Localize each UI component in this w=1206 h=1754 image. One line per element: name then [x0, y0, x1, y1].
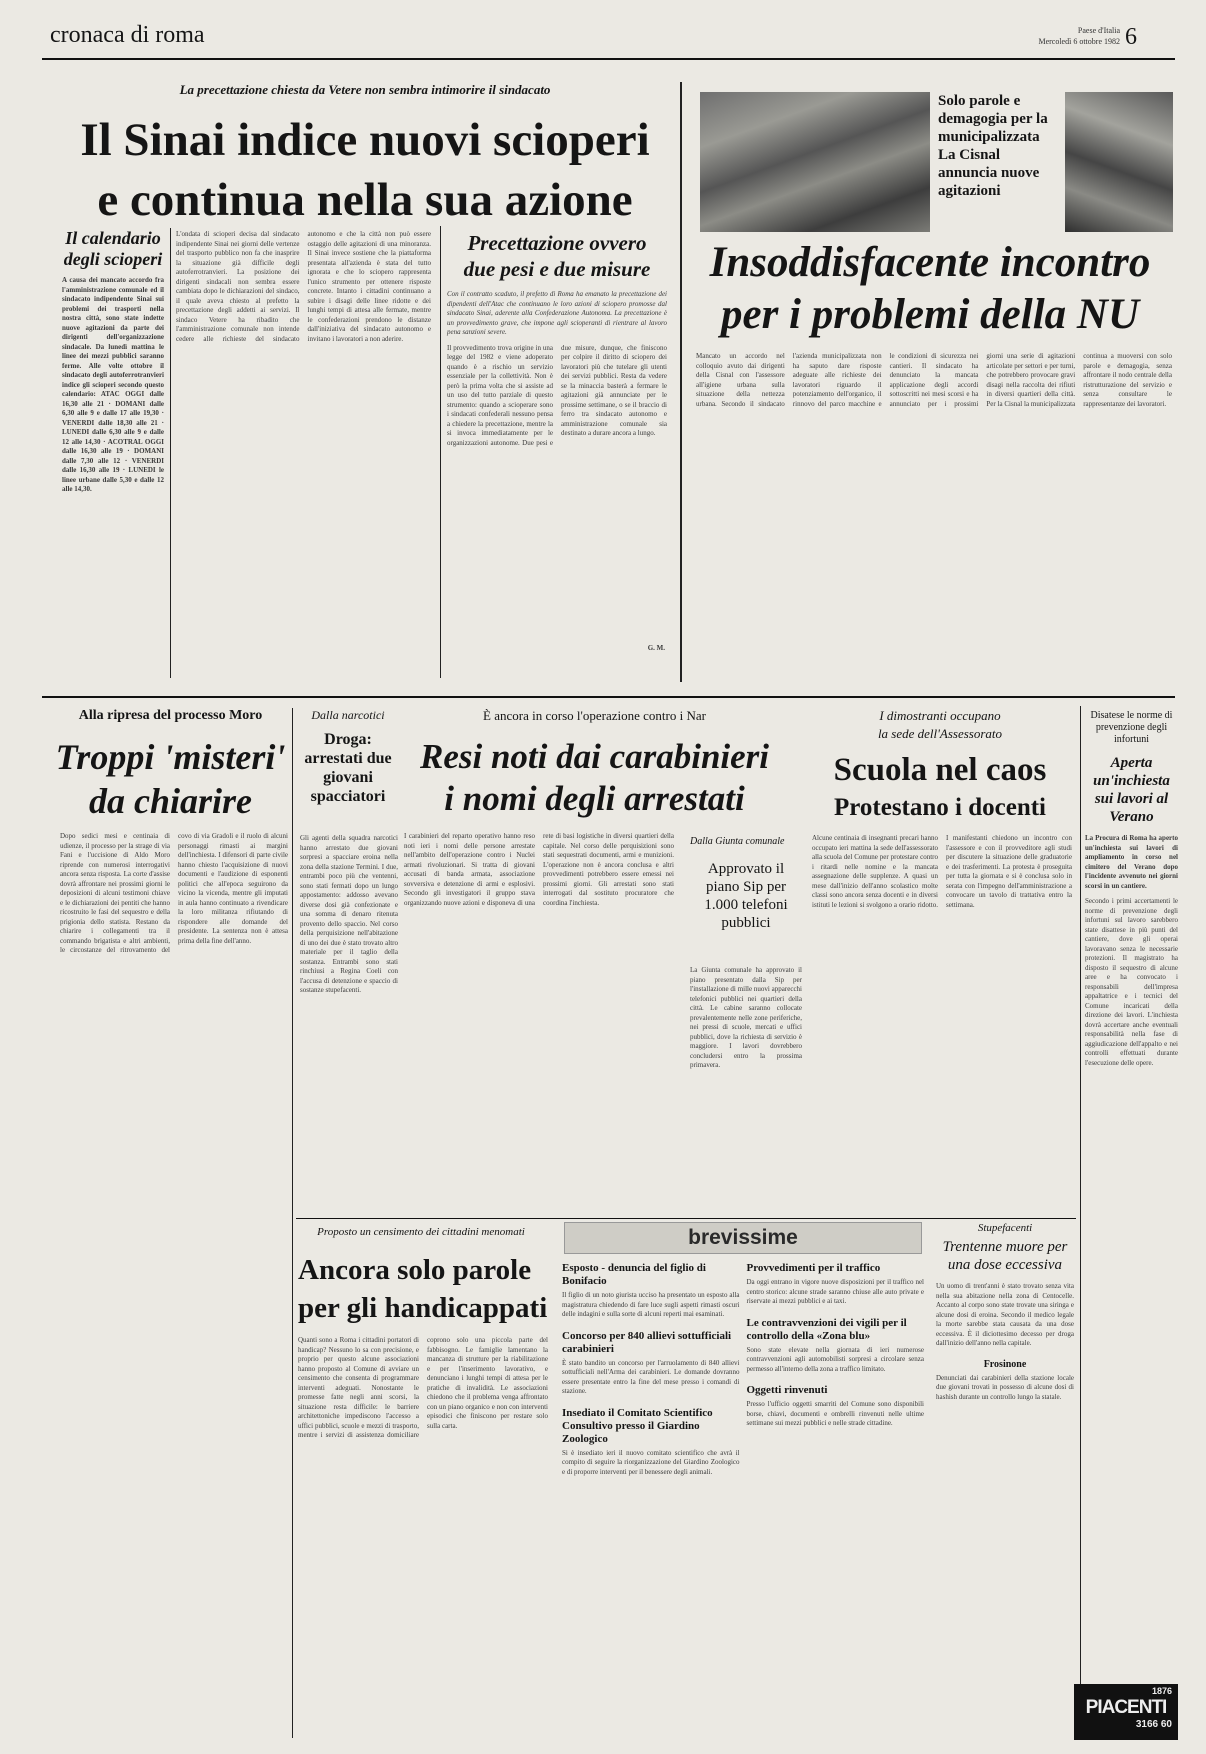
frosinone-title: Frosinone — [983, 1358, 1027, 1370]
paper-name: Paese d'Italia — [1077, 26, 1120, 35]
scuola-headline-1: Scuola nel caos — [833, 752, 1047, 788]
moro-kicker: Alla ripresa del processo Moro — [78, 708, 263, 723]
droga-kicker: Dalla narcotici — [311, 708, 385, 722]
handicap-headline-2: per gli handicappati — [298, 1292, 548, 1324]
sinai-body-text: L'ondata di scioperi decisa dal sindacato indipendente Sinai nei giorni delle vertenze del trasporto pubblico non fa che inasprire la situazione già difficile degli autoferrotranvieri. La posizione dei dirigenti sindacali non sembra essere cambiata dopo le dichiarazioni del sindaco, il quale aveva chiesto al prefetto la precettazione degli addetti ai servizi. Il sindaco Vetere ha ribadito che l'amministrazione comunale non intende cedere alle richieste del sindacato autonomo e che la città non può essere ostaggio delle agitazioni di una minoranza. Il Sinai invece sostiene che la piattaforma presentata all'azienda è stata del tutto ignorata e che lo sciopero rappresenta l'unico strumento per ottenere risposte concrete. Intanto i cittadini continuano a subire i disagi delle linee ridotte e dei lunghi tempi di attesa alle fermate, mentre le confederazioni prendono le distanze dall'iniziativa del sindacato autonomo e invitano i lavoratori a non aderire. — [176, 230, 431, 343]
verano-headline: Aperta un'inchiesta sui lavori al Verano — [1093, 755, 1170, 825]
precettazione-lead: Con il contratto scaduto, il prefetto di Roma ha emanato la precettazione dei dipendenti dell'Atac che continuano le loro azioni di sciopero promosse dal sindacato Sinai, aderente alla Confederazione Autonoma. La precettazione è un provvedimento grave, che impone agli scioperanti di rientrare al lavoro pena sanzioni severe. — [447, 290, 667, 336]
brevissima-body: Si è insediato ieri il nuovo comitato scientifico che avrà il compito di seguire la riorganizzazione del Giardino Zoologico e di proporre interventi per il benessere degli animali. — [562, 1448, 740, 1476]
brevissima-title: Le contravvenzioni dei vigili per il controllo della «Zona blu» — [746, 1316, 907, 1342]
precettazione-headline-1: Precettazione ovvero — [467, 231, 647, 255]
brevissime-col-right — [747, 1262, 925, 1477]
section-title: cronaca di roma — [50, 22, 205, 48]
sinai-body — [176, 230, 431, 680]
verano-body: Secondo i primi accertamenti le norme di prevenzione degli infortuni sul lavoro sarebbero state disattese in più punti del cantiere, dove gli operai lavoravano senza le necessarie protezioni. Il magistrato ha disposto il sequestro di alcune aree e ha convocato i responsabili dell'impresa appaltatrice e i tecnici del Comune incaricati della direzione dei lavori. L'inchiesta dovrà accertare anche eventuali responsabilità nella fase di aggiudicazione dell'appalto e nei controlli effettuati durante l'esecuzione delle opere. — [1085, 897, 1178, 1067]
brevissima-title: Concorso per 840 allievi sottufficiali carabinieri — [562, 1329, 732, 1355]
brevissima-title: Esposto - denuncia del figlio di Bonifacio — [562, 1262, 706, 1287]
header-rule — [42, 58, 1175, 60]
brevissima-title: Insediato il Comitato Scientifico Consultivo presso il Giardino Zoologico — [562, 1406, 713, 1445]
nar-kicker: È ancora in corso l'operazione contro i Nar — [483, 708, 706, 723]
lower-rule — [296, 1218, 1076, 1219]
brevissime-box — [558, 1222, 928, 1738]
calendar-divider — [170, 228, 171, 678]
moro-divider — [292, 708, 293, 1738]
top-column-divider — [680, 82, 682, 682]
stupefacenti-headline: Trentenne muore per una dose eccessiva — [942, 1239, 1068, 1273]
precettazione-signature: G. M. — [647, 643, 665, 652]
precettazione-headline-2: due pesi e due misure — [463, 257, 651, 281]
calendar-body: A causa dei mancato accordo fra l'amministrazione comunale ed il sindacato indipendente Sinai sui problemi dei trasporti nella nostra città, sono state indette nuove agitazioni da parte dei dirigenti dell'organizzazione sindacale. Da lunedì mattina le linee dei mezzi pubblici saranno ferme. Alle volte ottobre il sindacato degli autoferrotranvieri indice gli scioperi secondo questo calendario: ATAC OGGI dalle 16,30 alle 21 · DOMANI dalle 6,30 alle 9 e dalle 17 alle 19,30 · VENERDI dalle 18,30 alle 21 · LUNEDI dalle 6,30 alle 9 e dalle 12 alle 14,30 · ACOTRAL OGGI dalle 16,30 alle 19 · DOMANI dalle 7,30 alle 12 · VENERDI dalle 16,30 alle 19 · LUNEDI le linee urbane dalle 5,30 e dalle 12 alle 14,30. — [62, 276, 164, 493]
moro-headline-1: Troppi 'misteri' — [55, 737, 286, 777]
nu-body — [696, 352, 1172, 680]
nar-body — [404, 832, 674, 1244]
nu-body-text: Mancato un accordo nel colloquio avuto dai dirigenti della Cisnal con l'assessore all'igiene urbana sulla situazione della nettezza urbana. Secondo il sindacato l'azienda municipalizzata non ha saputo dare risposte adeguate alle richieste dei lavoratori riguardo il potenziamento dell'organico, il rinnovo del parco macchine e le condizioni di sicurezza nei cantieri. Il sindacato ha denunciato la mancata applicazione degli accordi sottoscritti nei mesi scorsi e ha annunciato per i prossimi giorni una serie di agitazioni articolate per settori e per turni, che potrebbero provocare gravi disagi nella raccolta dei rifiuti in diversi quartieri della città. Per la Cisnal la municipalizzata continua a muoversi con solo parole e demagogia, senza affrontare il nodo centrale della ristrutturazione del servizio e senza consultare le rappresentanze dei lavoratori. — [696, 352, 1172, 408]
sip-body: La Giunta comunale ha approvato il piano presentato dalla Sip per l'installazione di mille nuovi apparecchi telefonici pubblici nei quartieri della città. Le cabine saranno collocate prevalentemente nelle zone periferiche, nei pressi di scuole, mercati e uffici pubblici, dove la richiesta di servizio è maggiore. I lavori dovrebbero concludersi entro la prossima primavera. — [690, 966, 802, 1069]
brevissime-col-left — [562, 1262, 740, 1477]
issue-date: Mercoledì 6 ottobre 1982 — [1038, 37, 1120, 46]
sip-headline: Approvato il piano Sip per 1.000 telefoni pubblici — [704, 861, 788, 931]
calendar-title-1: Il calendario — [65, 228, 161, 248]
verano-lead: La Procura di Roma ha aperto un'inchiesta sui lavori di ampliamento in corso nel cimitero del Verano dopo l'incidente avvenuto nei giorni scorsi in un cantiere. — [1085, 834, 1178, 890]
brevissima-body: Sono state elevate nella giornata di ieri numerose contravvenzioni agli automobilisti sorpresi a circolare senza permesso all'interno della zona a traffico limitato. — [746, 1345, 924, 1373]
piacenti-ad — [1074, 1684, 1178, 1740]
nar-headline-1: Resi noti dai carabinieri — [419, 737, 770, 776]
garbage-photo — [700, 92, 930, 232]
street-photo — [1065, 92, 1173, 232]
brevissima-title: Provvedimenti per il traffico — [746, 1262, 881, 1274]
brevissima-body: È stato bandito un concorso per l'arruolamento di 840 allievi sottufficiali nell'Arma dei carabinieri. Le domande dovranno essere presentate entro la fine del mese presso i comandi di stazione. — [562, 1358, 740, 1395]
stupefacenti-kicker: Stupefacenti — [977, 1222, 1033, 1234]
brevissima-body: Il figlio di un noto giurista ucciso ha presentato un esposto alla magistratura chiedendo di fare luce sugli aspetti rimasti oscuri delle indagini e sulla sorte di alcuni reperti mai esaminati. — [562, 1291, 740, 1318]
stupefacenti-box — [936, 1222, 1074, 1622]
page-number: 6 — [1125, 24, 1137, 50]
handicap-body-text: Quanti sono a Roma i cittadini portatori di handicap? Nessuno lo sa con precisione, e proprio per questo alcune associazioni hanno proposto al Comune di avviare un censimento che consenta di programmare interventi adeguati. Nonostante le promesse fatte negli anni scorsi, la situazione resta difficile: le barriere architettoniche impediscono l'accesso a uffici pubblici, scuole e mezzi di trasporto, mentre i servizi di assistenza domiciliare coprono solo una piccola parte del fabbisogno. Le famiglie lamentano la mancanza di strutture per la riabilitazione e per l'inserimento lavorativo, e denunciano i lunghi tempi di attesa per le pratiche di invalidità. Le associazioni chiedono che il problema venga affrontato con un piano organico e non con interventi episodici che finiscono per restare solo sulla carta. — [298, 1336, 548, 1439]
sinai-headline-1: Il Sinai indice nuovi scioperi — [80, 114, 650, 166]
sinai-headline-2: e continua nella sua azione — [97, 174, 633, 226]
nar-body-text: I carabinieri del reparto operativo hanno reso noti ieri i nomi delle persone arrestate nell'ambito dell'operazione contro i Nuclei armati rivoluzionari. Si tratta di giovani accusati di banda armata, associazione sovversiva e detenzione di armi e esplosivi. Secondo gli investigatori il gruppo stava organizzando nuove azioni e disponeva di una rete di basi logistiche in diversi quartieri della capitale. Nel corso delle perquisizioni sono stati sequestrati documenti, armi e munizioni. L'operazione non è ancora conclusa e altri provvedimenti potrebbero essere emessi nei prossimi giorni. Gli arrestati sono stati interrogati dal sostituto procuratore che coordina l'inchiesta. — [404, 832, 674, 907]
precettazione-box — [440, 226, 673, 678]
strike-calendar-box — [62, 228, 164, 678]
brevissime-banner — [564, 1222, 922, 1254]
sinai-kicker: La precettazione chiesta da Vetere non sembra intimorire il sindacato — [179, 82, 551, 97]
handicap-body — [298, 1336, 548, 1738]
stupefacenti-body: Un uomo di trent'anni è stato trovato senza vita nella sua abitazione nella zona di Centocelle. Accanto al corpo sono state trovate una siringa e alcune dosi di eroina. Secondo il medico legale la morte sarebbe stata causata da una dose eccessiva. È il diciottesimo decesso per droga dall'inizio dell'anno nella capitale. — [936, 1282, 1074, 1347]
scuola-kicker-2: la sede dell'Assessorato — [877, 726, 1003, 741]
verano-kicker: Disatese le norme di prevenzione degli infortuni — [1090, 710, 1173, 745]
brevissima-body: Da oggi entrano in vigore nuove disposizioni per il traffico nel centro storico: alcune strade saranno chiuse alle auto private e riservate ai mezzi pubblici e ai taxi. — [746, 1278, 924, 1305]
brevissime-title: brevissime — [688, 1226, 798, 1249]
scuola-body — [812, 834, 1072, 1244]
nu-headline-2: per i problemi della NU — [720, 291, 1139, 338]
nu-headline-1: Insoddisfacente incontro — [709, 239, 1151, 286]
frosinone-body: Denunciati dai carabinieri della stazione locale due giovani trovati in possesso di alcune dosi di hashish durante un controllo lungo la statale. — [936, 1373, 1074, 1401]
sip-kicker: Dalla Giunta comunale — [690, 836, 785, 847]
droga-body: Gli agenti della squadra narcotici hanno arrestato due giovani sorpresi a spacciare eroina nella zona della stazione Termini. I due, entrambi poco più che ventenni, sono stati fermati dopo un lungo appostamento: addosso avevano diverse dosi già confezionate e una somma di denaro ritenuta provento dello spaccio. Nel corso della perquisizione nell'abitazione di uno dei due è stato trovato altro materiale per il taglio della sostanza. Entrambi sono stati rinchiusi a Regina Coeli con l'accusa di detenzione e spaccio di sostanze stupefacenti. — [300, 834, 398, 994]
handicap-headline-1: Ancora solo parole — [298, 1254, 532, 1286]
precettazione-body — [441, 344, 673, 644]
ad-brand: PIACENTI — [1085, 1697, 1167, 1718]
cisnal-caption: Solo parole e demagogia per la municipalizzata La Cisnal annuncia nuove agitazioni — [938, 93, 1048, 199]
calendar-title-2: degli scioperi — [63, 249, 163, 269]
droga-headline: Droga: arrestati due giovani spacciatori — [304, 731, 392, 805]
nar-headline-2: i nomi degli arrestati — [444, 779, 745, 818]
scuola-kicker-1: I dimostranti occupano — [879, 708, 1001, 723]
moro-body-text: Dopo sedici mesi e centinaia di udienze, il processo per la strage di via Fani e l'uccisione di Aldo Moro riprende con numerosi interrogativi ancora senza risposta. La corte d'assise dovrà affrontare nei prossimi giorni le deposizioni di alcuni testimoni chiave e le dichiarazioni dei pentiti che hanno ricostruito le fasi del sequestro e della prigionia dello statista. Restano da chiarire i collegamenti tra il commando brigatista e altri ambienti, le circostanze del ritrovamento del covo di via Gradoli e il ruolo di alcuni personaggi rimasti ai margini dell'inchiesta. I difensori di parte civile hanno chiesto l'acquisizione di nuovi documenti e l'audizione di esponenti politici che all'epoca seguirono da vicino la vicenda, mentre gli imputati in aula hanno continuato a rivendicare la loro militanza rifiutando di rispondere alle domande del presidente. La sentenza non è attesa prima della fine dell'anno. — [60, 832, 288, 954]
handicap-kicker: Proposto un censimento dei cittadini menomati — [317, 1226, 525, 1238]
moro-headline-2: da chiarire — [88, 781, 252, 821]
precettazione-body-text: Il provvedimento trova origine in una legge del 1982 e viene adoperato quando è a rischio un servizio essenziale per la collettività. Non è però la prima volta che si assiste ad un uso del tutto parziale di questo strumento: quando a scioperare sono i sindacati confederali nessuno pensa a chiedere la precettazione, mentre la si invoca immediatamente per le organizzazioni autonome. Due pesi e due misure, dunque, che finiscono per colpire il diritto di sciopero dei lavoratori più che tutelare gli utenti dei servizi pubblici. Resta da vedere se la minaccia basterà a fermare le agitazioni già annunciate per le prossime settimane, o se il braccio di ferro tra sindacato autonomo e amministrazione comunale sia destinato a durare ancora a lungo. — [447, 343, 667, 447]
verano-box — [1080, 706, 1178, 1736]
scuola-body-text: Alcune centinaia di insegnanti precari hanno occupato ieri mattina la sede dell'assessorato alla scuola del Comune per protestare contro i ritardi nelle nomine e la mancata assegnazione delle supplenze. A quasi un mese dall'inizio dell'anno scolastico molte classi sono ancora senza docenti e in diversi istituti le lezioni si svolgono a orario ridotto. I manifestanti chiedono un incontro con l'assessore e con il provveditore agli studi per discutere la situazione delle graduatorie e dei trasferimenti. La protesta è proseguita per tutta la giornata e si è conclusa solo in serata con l'impegno dell'amministrazione a convocare un tavolo di trattativa entro la settimana. — [812, 834, 1072, 909]
moro-body — [60, 832, 288, 1737]
brevissima-title: Oggetti rinvenuti — [746, 1384, 828, 1396]
scuola-headline-2: Protestano i docenti — [833, 794, 1046, 821]
mid-rule — [42, 696, 1175, 698]
brevissime-columns — [558, 1262, 928, 1477]
brevissima-body: Presso l'ufficio oggetti smarriti del Comune sono disponibili borse, chiavi, documenti e ombrelli rinvenuti nelle ultime settimane sui mezzi pubblici e nelle strade cittadine. — [746, 1400, 924, 1427]
ad-year: 1876 — [1151, 1686, 1172, 1696]
ad-phone: 3166 60 — [1135, 1719, 1172, 1730]
